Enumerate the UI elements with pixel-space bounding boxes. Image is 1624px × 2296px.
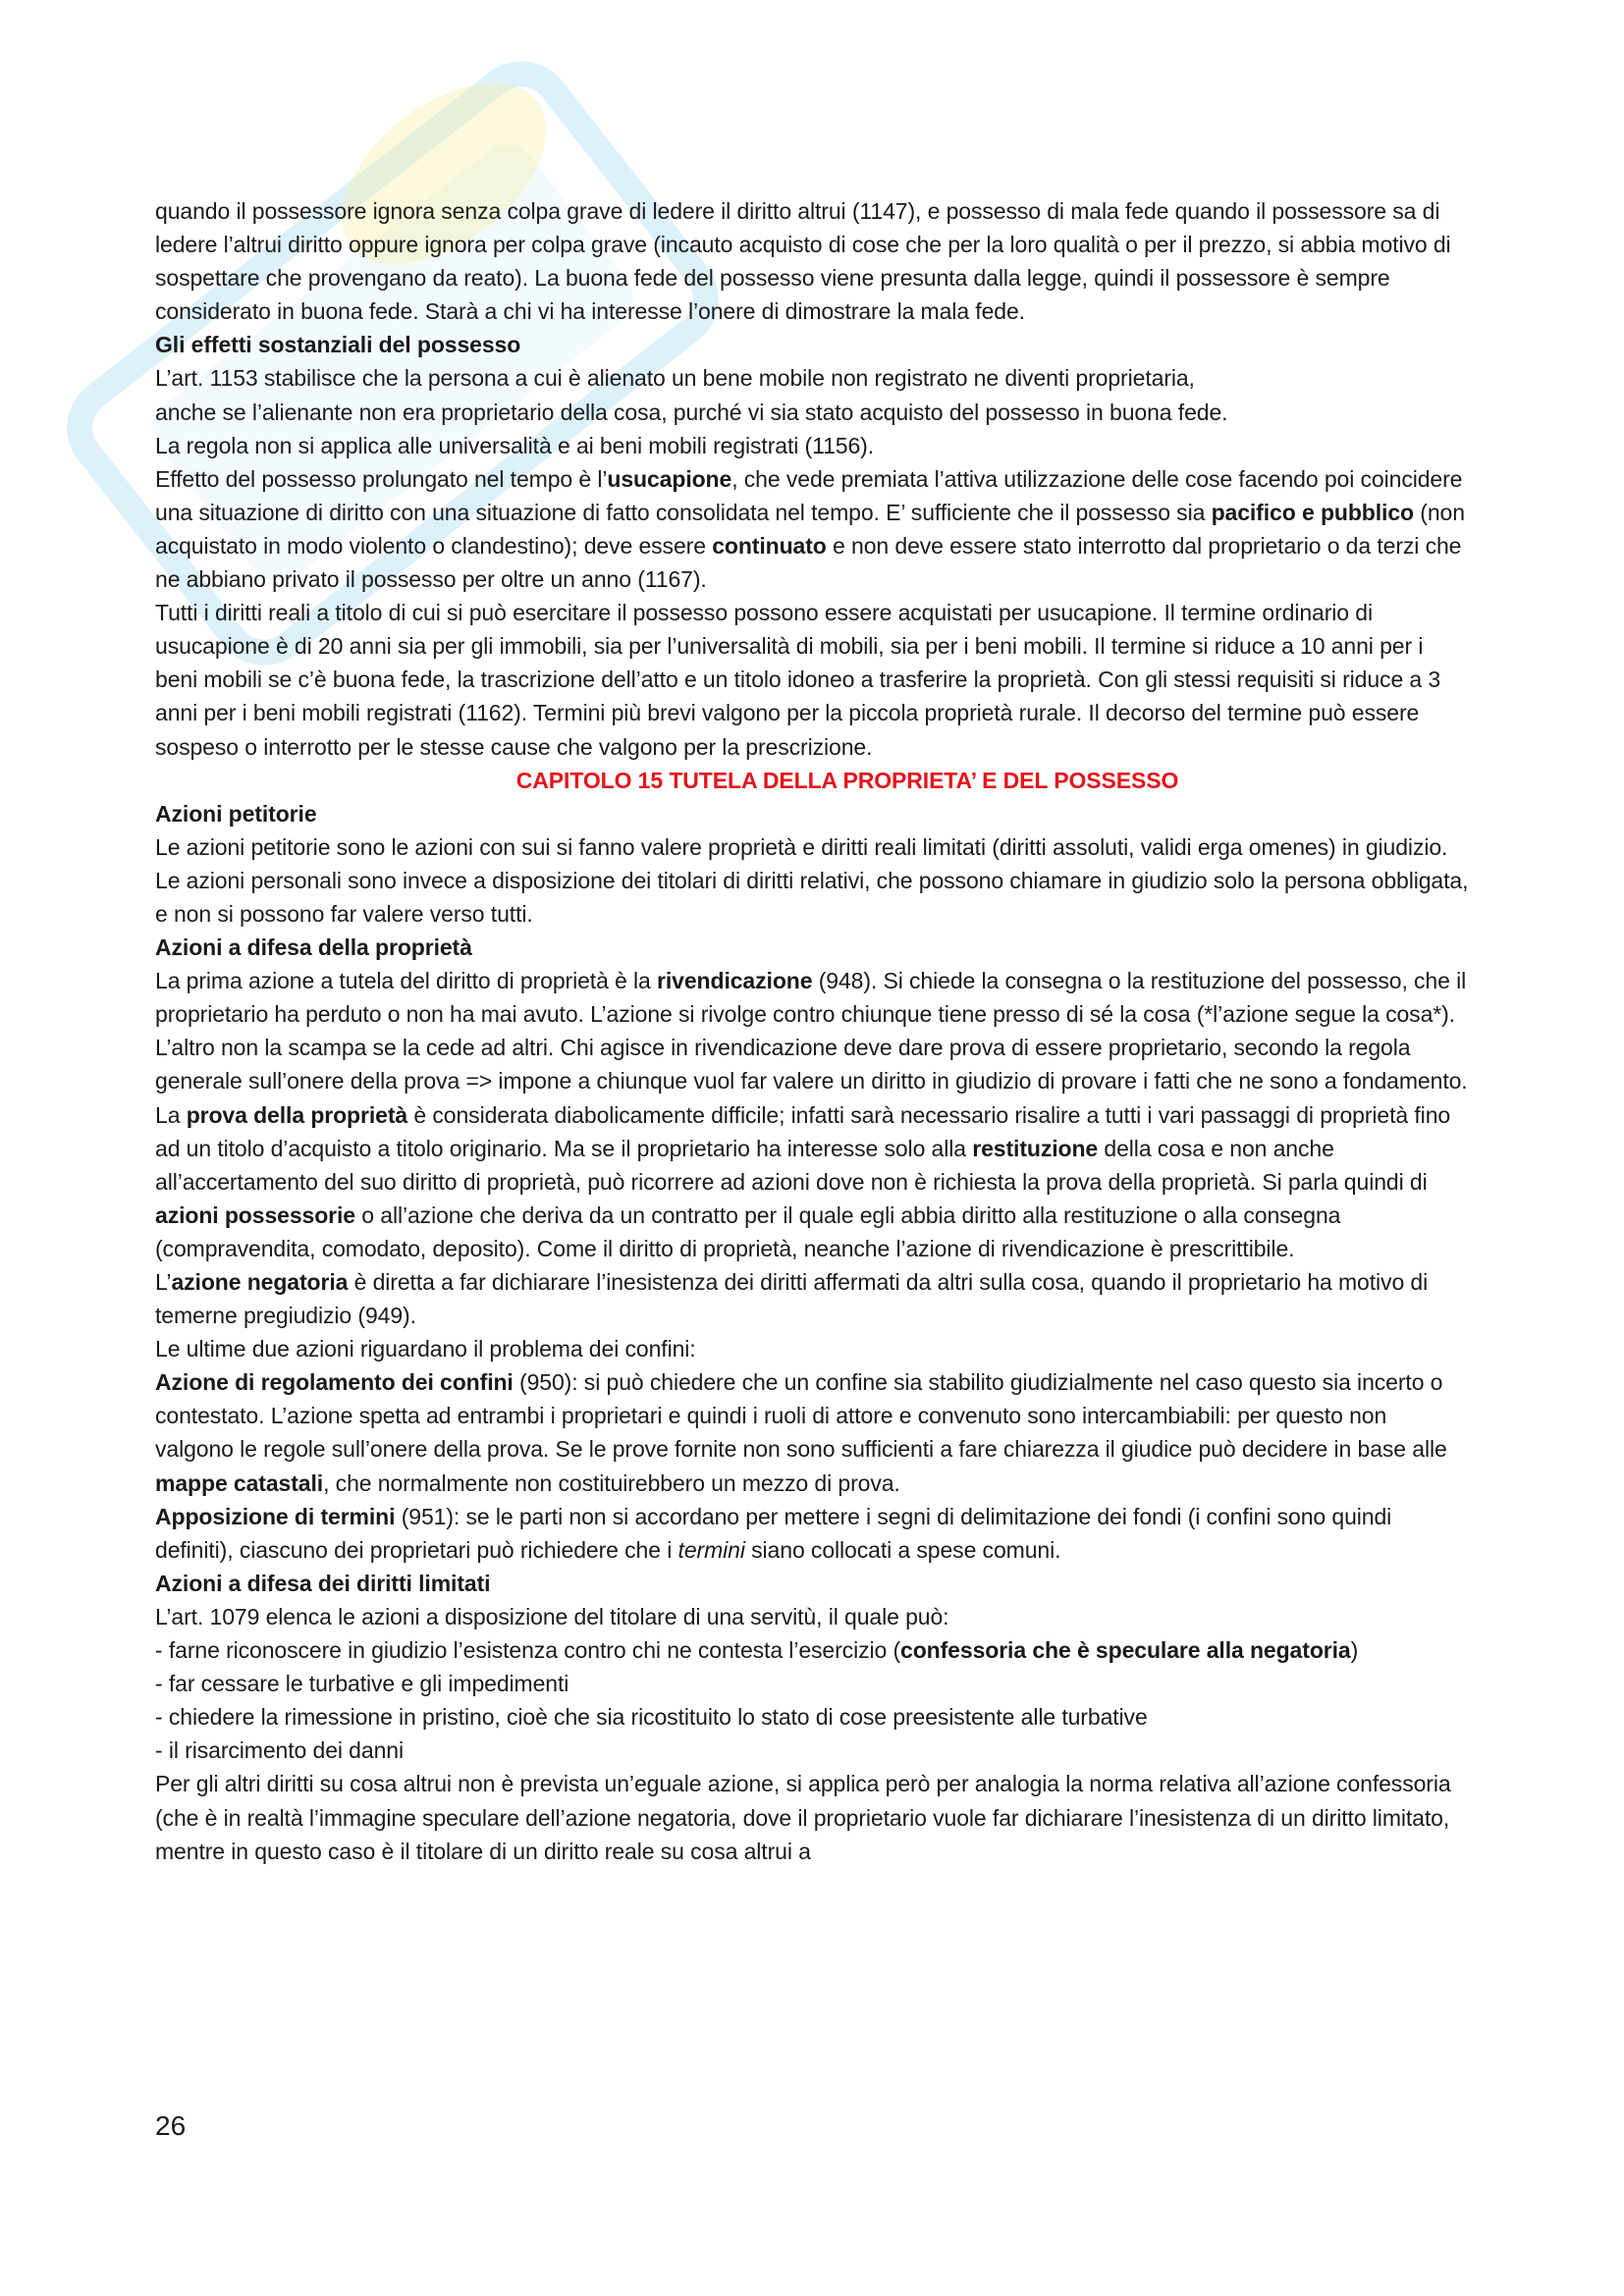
italic-term: termini: [677, 1536, 745, 1563]
paragraph: [155, 1667, 1471, 1700]
section-heading: [155, 931, 1471, 964]
paragraph: [155, 1265, 1471, 1332]
paragraph: [155, 596, 1471, 763]
chapter-title: [155, 764, 1471, 797]
text-run: Azioni a difesa della proprietà: [155, 934, 472, 961]
text-run: La: [155, 1101, 187, 1128]
text-run: siano collocati a spese comuni.: [744, 1536, 1061, 1563]
bold-term: pacifico e pubblico: [1211, 499, 1414, 525]
text-run: (non acquistato in modo violento o clandestino); deve essere: [155, 499, 1465, 559]
text-run: - far cessare le turbative e gli impedimenti: [155, 1671, 569, 1697]
text-run: La prima azione a tutela del diritto di proprietà è la: [155, 968, 658, 994]
bold-term: usucapione: [607, 465, 732, 492]
text-run: Tutti i diritti reali a titolo di cui si può esercitare il possesso possono essere acquistati per usucapione. Il termine ordinario di usucapione è di 20 anni sia per gli immobili, sia per l’universalità di mobili, sia per i beni mobili. Il termine si riduce a 10 anni per i beni mobili se c’è buona fede, la trascrizione dell’atto e un titolo idoneo a trasferire la proprietà. Con gli stessi requisiti si riduce a 3 anni per i beni mobili registrati (1162). Termini più brevi valgono per la piccola proprietà rurale. Il decorso del termine può essere sospeso o interrotto per le stesse cause che valgono per la prescrizione.: [155, 600, 1441, 760]
text-run: è diretta a far dichiarare l’inesistenza dei diritti affermati da altri sulla cosa, quando il proprietario ha motivo di temerne pregiudizio (949).: [155, 1269, 1429, 1329]
paragraph: [155, 830, 1471, 931]
text-run: Gli effetti sostanziali del possesso: [155, 332, 521, 358]
text-run: e non deve essere stato interrotto dal proprietario o da terzi che ne abbiano privato il possesso per oltre un anno (1167).: [155, 532, 1462, 593]
paragraph: [155, 1500, 1471, 1567]
text-run: , che normalmente non costituirebbero un mezzo di prova.: [323, 1469, 900, 1496]
text-run: (951): se le parti non si accordano per mettere i segni di delimitazione dei fondi (i confini sono quindi definiti), ciascuno dei proprietari può richiedere che i: [155, 1503, 1392, 1563]
page-number: 26: [155, 2110, 187, 2141]
section-heading: [155, 797, 1471, 830]
paragraph: [155, 1600, 1471, 1633]
text-run: (948). Si chiede la consegna o la restituzione del possesso, che il proprietario ha perduto o non ha mai avuto. L’azione si rivolge contro chiunque tiene presso di sé la cosa (*l’azione segue la cosa*). L’altro non la scampa se la cede ad altri. Chi agisce in rivendicazione deve dare prova di essere proprietario, secondo la regola generale sull’onere della prova => impone a chiunque vuol far valere un diritto in giudizio di provare i fatti che ne sono a fondamento.: [155, 968, 1468, 1095]
text-run: , che vede premiata l’attiva utilizzazione delle cose facendo poi coincidere una situazione di diritto con una situazione di fatto consolidata nel tempo. E’ sufficiente che il possesso sia: [155, 465, 1463, 525]
text-run: Le ultime due azioni riguardano il problema dei confini:: [155, 1336, 696, 1362]
text-run: L’art. 1079 elenca le azioni a disposizione del titolare di una servitù, il quale può:: [155, 1603, 949, 1629]
paragraph: [155, 1365, 1471, 1499]
text-run: anche se l’alienante non era proprietario della cosa, purché vi sia stato acquisto del possesso in buona fede.: [155, 399, 1228, 425]
text-run: Le azioni petitorie sono le azioni con sui si fanno valere proprietà e diritti reali limitati (diritti assoluti, validi erga omenes) in giudizio. Le azioni personali sono invece a disposizione dei titolari di diritti relativi, che possono chiamare in giudizio solo la persona obbligata, e non si possono far valere verso tutti.: [155, 833, 1469, 927]
bold-term: Apposizione di termini: [155, 1503, 396, 1529]
paragraph: [155, 361, 1471, 395]
bold-term: azioni possessorie: [155, 1201, 355, 1228]
paragraph: [155, 1767, 1471, 1867]
text-run: quando il possessore ignora senza colpa grave di ledere il diritto altrui (1147), e possesso di mala fede quando il possessore sa di ledere l’altrui diritto oppure ignora per colpa grave (incauto acquisto di cose che per la loro qualità o per il prezzo, si abbia motivo di sospettare che provengano da reato). La buona fede del possesso viene presunta dalla legge, quindi il possessore è sempre considerato in buona fede. Starà a chi vi ha interesse l’onere di dimostrare la mala fede.: [155, 198, 1451, 325]
text-run: - chiedere la rimessione in pristino, cioè che sia ricostituito lo stato di cose preesistente alle turbative: [155, 1704, 1148, 1731]
text-run: della cosa e non anche all’accertamento del suo diritto di proprietà, può ricorrere ad azioni dove non è richiesta la prova della proprietà. Si parla quindi di: [155, 1135, 1428, 1195]
paragraph: [155, 194, 1471, 328]
paragraph: [155, 1734, 1471, 1767]
bold-term: rivendicazione: [657, 968, 813, 994]
paragraph: [155, 396, 1471, 429]
text-run: - farne riconoscere in giudizio l’esistenza contro chi ne contesta l’esercizio (: [155, 1637, 901, 1664]
text-run: La regola non si applica alle universalità e ai beni mobili registrati (1156).: [155, 432, 875, 458]
text-run: - il risarcimento dei danni: [155, 1737, 404, 1764]
text-run: L’art. 1153 stabilisce che la persona a cui è alienato un bene mobile non registrato ne diventi proprietaria,: [155, 365, 1195, 392]
section-heading: [155, 328, 1471, 361]
paragraph: [155, 1700, 1471, 1734]
paragraph: [155, 964, 1471, 1097]
text-run: (950): si può chiedere che un confine sia stabilito giudizialmente nel caso questo sia incerto o contestato. L’azione spetta ad entrambi i proprietari e quindi i ruoli di attore e convenuto sono intercambiabili: per questo non valgono le regole sull’onere della prova. Se le prove fornite non sono sufficienti a fare chiarezza il giudice può decidere in base alle: [155, 1369, 1447, 1463]
bold-term: mappe catastali: [155, 1469, 324, 1496]
paragraph: [155, 429, 1471, 462]
text-run: ): [1350, 1637, 1359, 1664]
paragraph: [155, 1332, 1471, 1365]
text-run: L’: [155, 1269, 172, 1295]
bold-term: continuato: [712, 532, 827, 559]
text-run: Effetto del possesso prolungato nel tempo è l’: [155, 465, 608, 492]
bold-term: Azione di regolamento dei confini: [155, 1369, 514, 1396]
paragraph: [155, 1633, 1471, 1667]
bold-term: confessoria che è speculare alla negatoria: [900, 1637, 1351, 1664]
text-run: Azioni petitorie: [155, 800, 317, 827]
paragraph: [155, 462, 1471, 596]
text-run: Azioni a difesa dei diritti limitati: [155, 1570, 491, 1596]
bold-term: prova della proprietà: [186, 1101, 408, 1128]
bold-term: restituzione: [972, 1135, 1099, 1161]
bold-term: azione negatoria: [171, 1269, 349, 1295]
text-run: CAPITOLO 15 TUTELA DELLA PROPRIETA’ E DEL POSSESSO: [515, 767, 1179, 793]
text-run: o all’azione che deriva da un contratto per il quale egli abbia diritto alla restituzione o alla consegna (compravendita, comodato, deposito). Come il diritto di proprietà, neanche l’azione di rivendicazione è prescrittibile.: [155, 1201, 1341, 1261]
text-run: Per gli altri diritti su cosa altrui non è prevista un’eguale azione, si applica però per analogia la norma relativa all’azione confessoria (che è in realtà l’immagine speculare dell’azione negatoria, dove il proprietario vuole far dichiarare l’inesistenza di un diritto limitato, mentre in questo caso è il titolare di un diritto reale su cosa altrui a: [155, 1771, 1451, 1864]
section-heading: [155, 1567, 1471, 1600]
page-body: [155, 194, 1471, 1868]
paragraph: [155, 1098, 1471, 1265]
text-run: è considerata diabolicamente difficile; infatti sarà necessario risalire a tutti i vari passaggi di proprietà fino ad un titolo d’acquisto a titolo originario. Ma se il proprietario ha interesse solo alla: [155, 1101, 1451, 1161]
